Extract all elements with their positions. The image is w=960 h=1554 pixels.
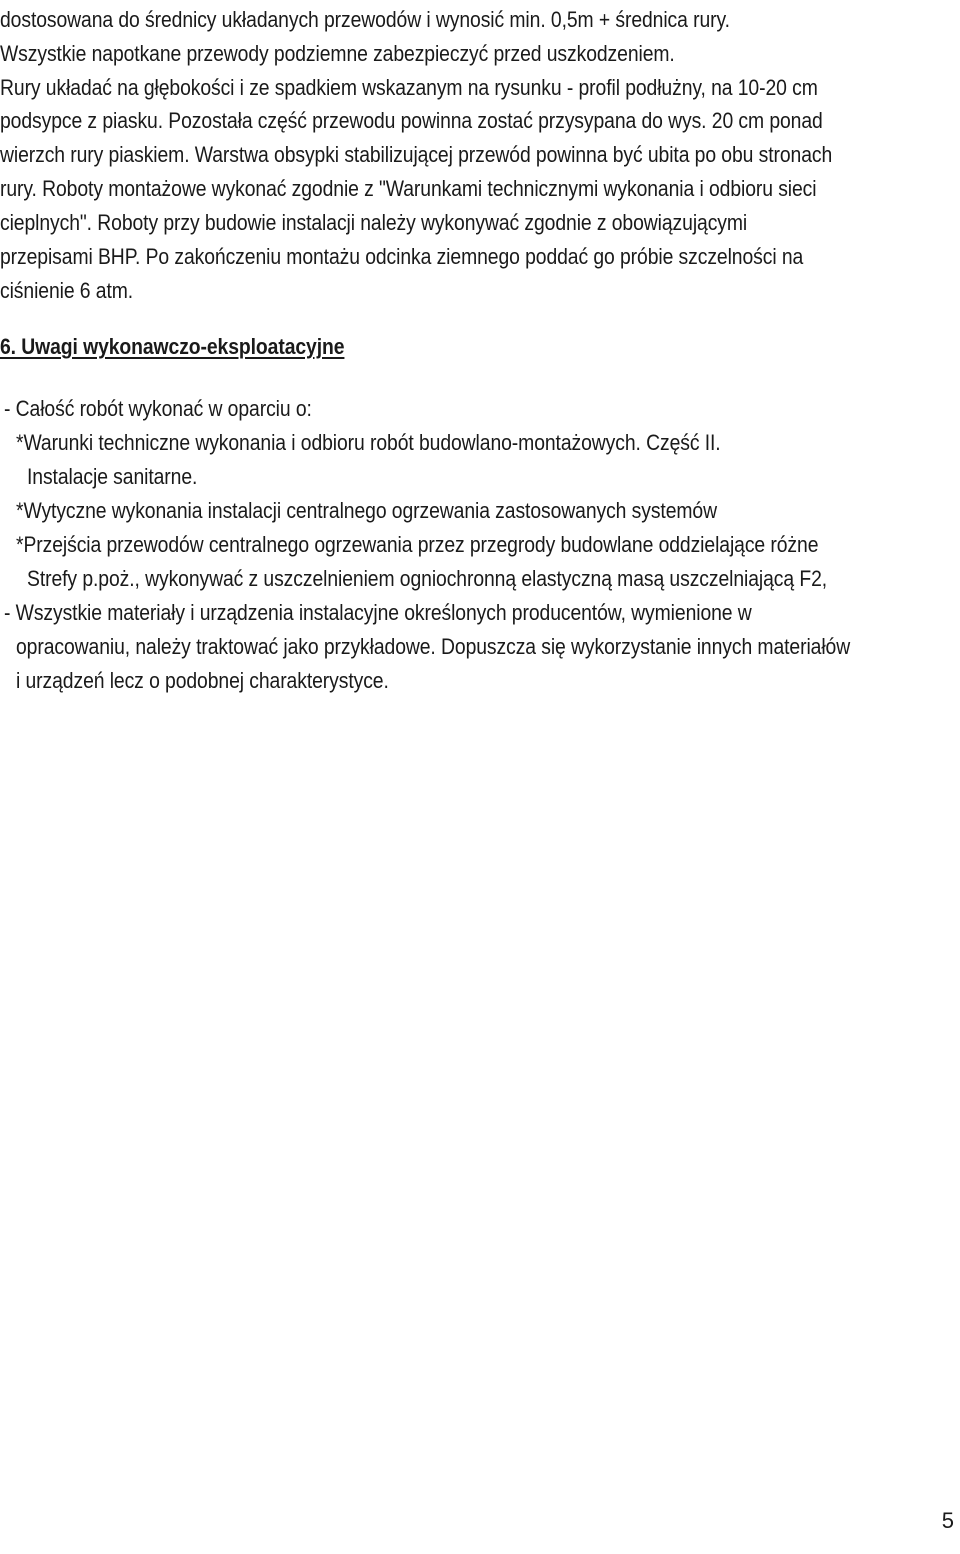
- paragraph-line: dostosowana do średnicy układanych przewodów i wynosić min. 0,5m + średnica rury.: [0, 7, 730, 32]
- list-item: *Wytyczne wykonania instalacji centralnego ogrzewania zastosowanych systemów: [16, 498, 717, 523]
- paragraph-line: cieplnych". Roboty przy budowie instalacji należy wykonywać zgodnie z obowiązującymi: [0, 210, 748, 235]
- list-item: - Całość robót wykonać w oparciu o:: [4, 396, 312, 421]
- list-item: i urządzeń lecz o podobnej charakterystyce.: [16, 668, 389, 693]
- page-number: 5: [941, 1508, 954, 1533]
- list-item: *Warunki techniczne wykonania i odbioru robót budowlano-montażowych. Część II.: [16, 430, 721, 455]
- list-item: *Przejścia przewodów centralnego ogrzewania przez przegrody budowlane oddzielające różne: [16, 532, 819, 557]
- paragraph-line: przepisami BHP. Po zakończeniu montażu odcinka ziemnego poddać go próbie szczelności na: [0, 244, 804, 269]
- paragraph-line: wierzch rury piaskiem. Warstwa obsypki stabilizującej przewód powinna być ubita po obu stronach: [0, 142, 833, 167]
- list-item: Strefy p.poż., wykonywać z uszczelnieniem ogniochronną elastyczną masą uszczelniającą F2,: [27, 566, 828, 591]
- list-item: Instalacje sanitarne.: [27, 464, 198, 489]
- paragraph-line: rury. Roboty montażowe wykonać zgodnie z "Warunkami technicznymi wykonania i odbioru sieci: [0, 176, 817, 201]
- paragraph-line: Rury układać na głębokości i ze spadkiem wskazanym na rysunku - profil podłużny, na 10-20 cm: [0, 75, 818, 100]
- paragraph-line: podsypce z piasku. Pozostała część przewodu powinna zostać przysypana do wys. 20 cm ponad: [0, 108, 823, 133]
- paragraph-line: ciśnienie 6 atm.: [0, 278, 134, 303]
- section-heading: 6. Uwagi wykonawczo-eksploatacyjne: [0, 334, 345, 359]
- paragraph-line: Wszystkie napotkane przewody podziemne zabezpieczyć przed uszkodzeniem.: [0, 41, 675, 66]
- list-item: opracowaniu, należy traktować jako przykładowe. Dopuszcza się wykorzystanie innych materiałów: [16, 634, 851, 659]
- list-item: - Wszystkie materiały i urządzenia instalacyjne określonych producentów, wymienione w: [4, 600, 752, 625]
